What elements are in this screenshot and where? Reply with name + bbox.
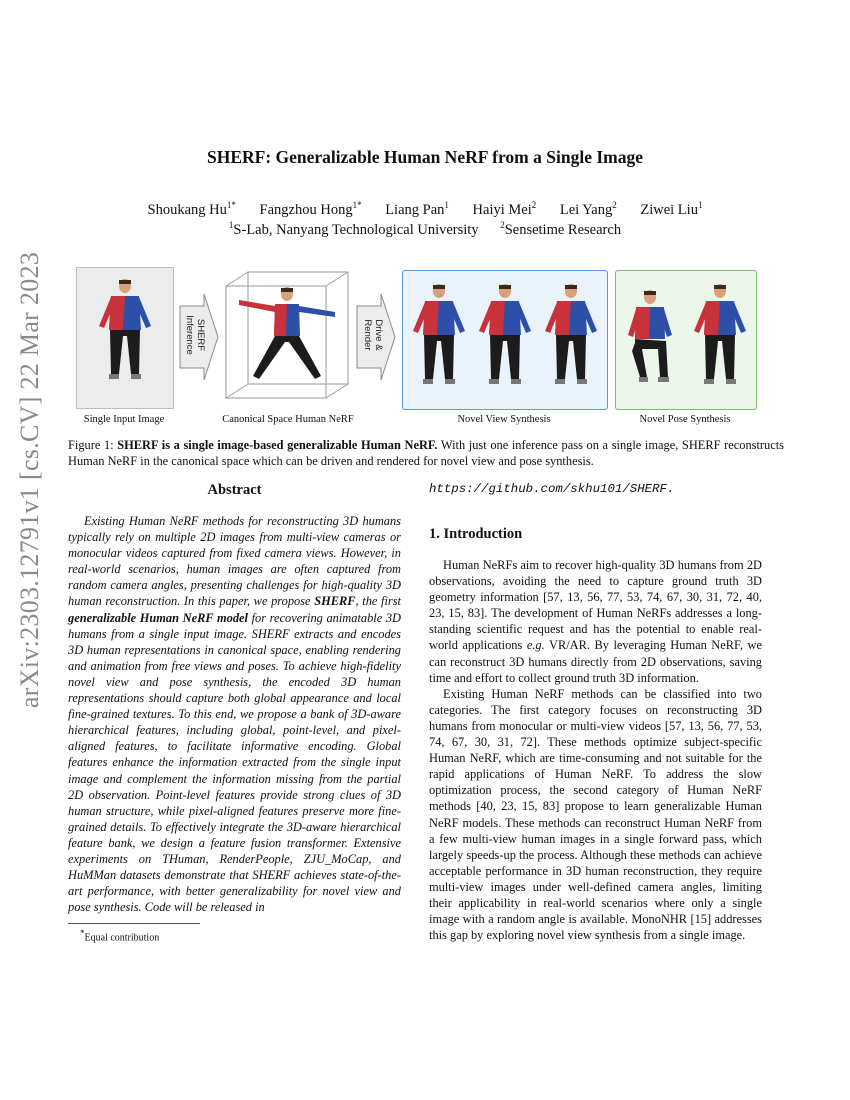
paper-title: SHERF: Generalizable Human NeRF from a Single Image [206,147,643,167]
author: Ziwei Liu$^1$ [640,200,703,218]
left-column [68,482,401,944]
introduction-heading: 1. Introduction [429,526,523,542]
footnote: *Equal contribution [80,928,160,944]
intro-paragraph-1: Human NeRFs aim to recover high-quality 3D humans from 2D observations, avoiding the need to capture ground truth 3D geometry information [57, 13, 56, 77, 53, 74, 67, 30, 31, 72, 40, 23, 15, 83]. The development of Human NeRFs addresses a long-standing scientific request and has the potential to enable real-world applications e.g. VR/AR. By leveraging Human NeRF, we can reconstruct 3D humans directly from 2D observations, saving time and effort to collect ground truth 3D information. [429,558,762,685]
novel-pose-humans [616,271,756,409]
author: Lei Yang$^2$ [559,200,617,218]
render-arrow-label: Drive & Render [362,319,384,351]
author: Shoukang $Hu^{1*}$ [147,200,236,218]
label-single-input: Single Input Image [83,414,165,425]
right-column [429,482,762,943]
abstract-text: Existing Human NeRF methods for reconstructing 3D humans typically rely on multiple 2D images from multi-view cameras or monocular videos captured from fixed camera views. However, in real-world scenarios, human images are often captured from random camera angles, presenting challenges for high-quality 3D human reconstruction. In this paper, we propose SHERF, the first generalizable Human NeRF model for recovering animatable 3D humans from a single input image. SHERF extracts and encodes 3D human representations in canonical space, enabling rendering and animation from free views and poses. To achieve high-fidelity novel view and pose synthesis, the encoded 3D human representations should capture both global appearance and local fine-grained textures. To this end, we propose a bank of 3D-aware hierarchical features, including global, point-level, and pixel-aligned features, to facilitate informative encoding. Global features enhance the information extracted from the single input image and complement the information missing from the partial 2D observation. Point-level features provide strong clues of 3D human structure, while pixel-aligned features preserve more fine-grained details. To effectively integrate the 3D-aware hierarchical feature bank, we design a feature fusion transformer. Extensive experiments on THuman, RenderPeople, ZJU_MoCap, and HuMMan datasets demonstrate that SHERF achieves state-of-the-art performance, with better generalizability for novel view and pose synthesis. Code will be released in [68,514,401,915]
author: Liang Pan$^1$ [385,200,449,218]
author-list [0,200,850,219]
label-novel-pose: Novel Pose Synthesis [639,414,731,425]
novel-pose-panel [615,270,757,410]
novel-view-panel [402,270,608,410]
input-human-image [77,268,173,408]
inference-arrow-label: SHERF Inference [184,315,206,355]
novel-view-humans [403,271,607,409]
input-image-panel [76,267,174,409]
intro-paragraph-2: Existing Human NeRF methods can be classified into two categories. The first category focuses on reconstructing 3D humans from monocular or multi-view videos [57, 13, 56, 77, 53, 74, 67, 30, 31, 72]. These methods optimize subject-specific Human NeRF, which are time-consuming and not suitable for the rapid applications of Human NeRF. To address the slow optimization process, the second category of Human NeRF methods [40, 23, 15, 83] propose to learn generalizable Human NeRF models. These methods can reconstruct Human NeRF from a few multi-view human images in a single forward pass, which largely speeds-up the process. Although these methods can achieve acceptable performance in 3D human reconstruction, they require multi-view images under well-defined camera angles, limiting their applicability in real-world scenarios where only a single image with a random angle is available. MonoNHR [15] addresses this gap by exploring novel view synthesis from a single image. [429,686,762,943]
author: Fangzhou Hong$^{1*}$ [259,200,362,218]
figure-1 [70,262,760,432]
abstract-heading: Abstract [207,482,262,498]
arxiv-identifier: arXiv:2303.12791v1 [cs.CV] 22 Mar 2023 [15,251,44,709]
label-novel-view: Novel View Synthesis [457,414,551,425]
footnote-rule [68,923,200,924]
affiliation: $^2$Sensetime Research [500,220,622,238]
github-link[interactable]: https://github.com/skhu101/SHERF. [429,482,675,496]
affiliation-list [0,220,850,239]
canonical-space-panel [222,268,352,404]
author: Haiyi Mei$^2$ [472,200,537,218]
affiliation: $^1$S-Lab, Nanyang Technological University [228,220,479,238]
label-canonical: Canonical Space Human NeRF [222,414,354,425]
figure-caption: Figure 1: SHERF is a single image-based generalizable Human NeRF. With just one inference pass on a single image, SHERF reconstructs Human NeRF in the canonical space which can be driven and rendered for novel view and pose synthesis. [68,438,784,468]
arxiv-sidebar [8,251,52,709]
